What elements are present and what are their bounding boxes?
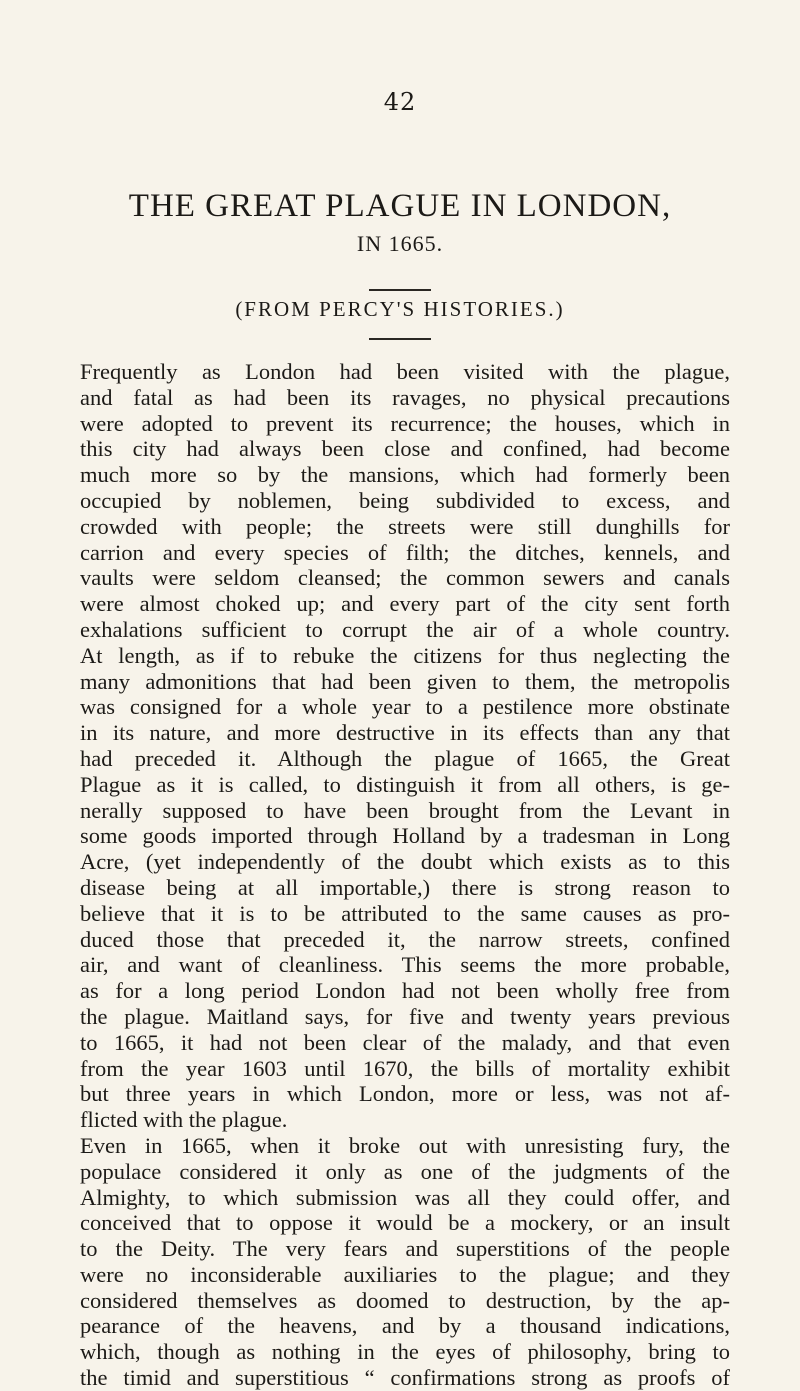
text-line: populace considered it only as one of the judgments of the	[80, 1158, 730, 1184]
text-line: which, though as nothing in the eyes of philosophy, bring to	[80, 1339, 730, 1365]
text-line: some goods imported through Holland by a tradesman in Long	[80, 823, 730, 849]
text-line: exhalations sufficient to corrupt the air of a whole country.	[80, 616, 730, 642]
text-line: considered themselves as doomed to destruction, by the ap-	[80, 1287, 730, 1313]
text-line: were no inconsiderable auxiliaries to the plague; and they	[80, 1261, 730, 1287]
text-line: At length, as if to rebuke the citizens for thus neglecting the	[80, 642, 730, 668]
text-line: this city had always been close and confined, had become	[80, 436, 730, 462]
text-line: Frequently as London had been visited with the plague,	[80, 359, 730, 384]
text-line: Almighty, to which submission was all they could offer, and	[80, 1184, 730, 1210]
text-line: carrion and every species of filth; the ditches, kennels, and	[80, 539, 730, 565]
text-line: the timid and superstitious “ confirmations strong as proofs of	[80, 1365, 730, 1391]
chapter-title: THE GREAT PLAGUE IN LONDON,	[128, 188, 672, 224]
chapter-subtitle: IN 1665.	[356, 231, 444, 256]
text-line: as for a long period London had not been wholly free from	[80, 978, 730, 1004]
text-line: the plague. Maitland says, for five and twenty years previous	[80, 1003, 730, 1029]
body-text	[80, 359, 730, 1391]
text-line: air, and want of cleanliness. This seems the more probable,	[80, 952, 730, 978]
text-line: were almost choked up; and every part of the city sent forth	[80, 591, 730, 617]
text-line: were adopted to prevent its recurrence; the houses, which in	[80, 410, 730, 436]
text-line: many admonitions that had been given to them, the metropolis	[80, 668, 730, 694]
text-line: much more so by the mansions, which had formerly been	[80, 462, 730, 488]
text-line: flicted with the plague.	[80, 1107, 288, 1133]
text-line: believe that it is to be attributed to the same causes as pro-	[80, 900, 730, 926]
text-line: from the year 1603 until 1670, the bills of mortality exhibit	[80, 1055, 730, 1081]
text-line: disease being at all importable,) there is strong reason to	[80, 874, 730, 900]
divider-rule-bottom	[369, 338, 431, 340]
text-line: was consigned for a whole year to a pestilence more obstinate	[80, 694, 730, 720]
text-line: nerally supposed to have been brought from the Levant in	[80, 797, 730, 823]
text-line: Acre, (yet independently of the doubt which exists as to this	[80, 849, 730, 875]
source-attribution: (FROM PERCY'S HISTORIES.)	[235, 297, 565, 321]
text-line: had preceded it. Although the plague of 1665, the Great	[80, 745, 730, 771]
divider-rule-top	[369, 289, 431, 291]
text-line: duced those that preceded it, the narrow streets, confined	[80, 926, 730, 952]
text-line: Even in 1665, when it broke out with unresisting fury, the	[80, 1132, 730, 1158]
text-line: in its nature, and more destructive in its effects than any that	[80, 720, 730, 746]
text-line: to the Deity. The very fears and superstitions of the people	[80, 1236, 730, 1262]
text-line: Plague as it is called, to distinguish it from all others, is ge-	[80, 771, 730, 797]
text-line: crowded with people; the streets were still dunghills for	[80, 513, 730, 539]
text-line: but three years in which London, more or less, was not af-	[80, 1081, 730, 1107]
text-line: and fatal as had been its ravages, no physical precautions	[80, 384, 730, 410]
text-line: vaults were seldom cleansed; the common sewers and canals	[80, 565, 730, 591]
text-line: to 1665, it had not been clear of the malady, and that even	[80, 1029, 730, 1055]
text-line: conceived that to oppose it would be a mockery, or an insult	[80, 1210, 730, 1236]
text-line: pearance of the heavens, and by a thousand indications,	[80, 1313, 730, 1339]
page-number: 42	[383, 88, 417, 116]
text-line: occupied by noblemen, being subdivided to excess, and	[80, 487, 730, 513]
